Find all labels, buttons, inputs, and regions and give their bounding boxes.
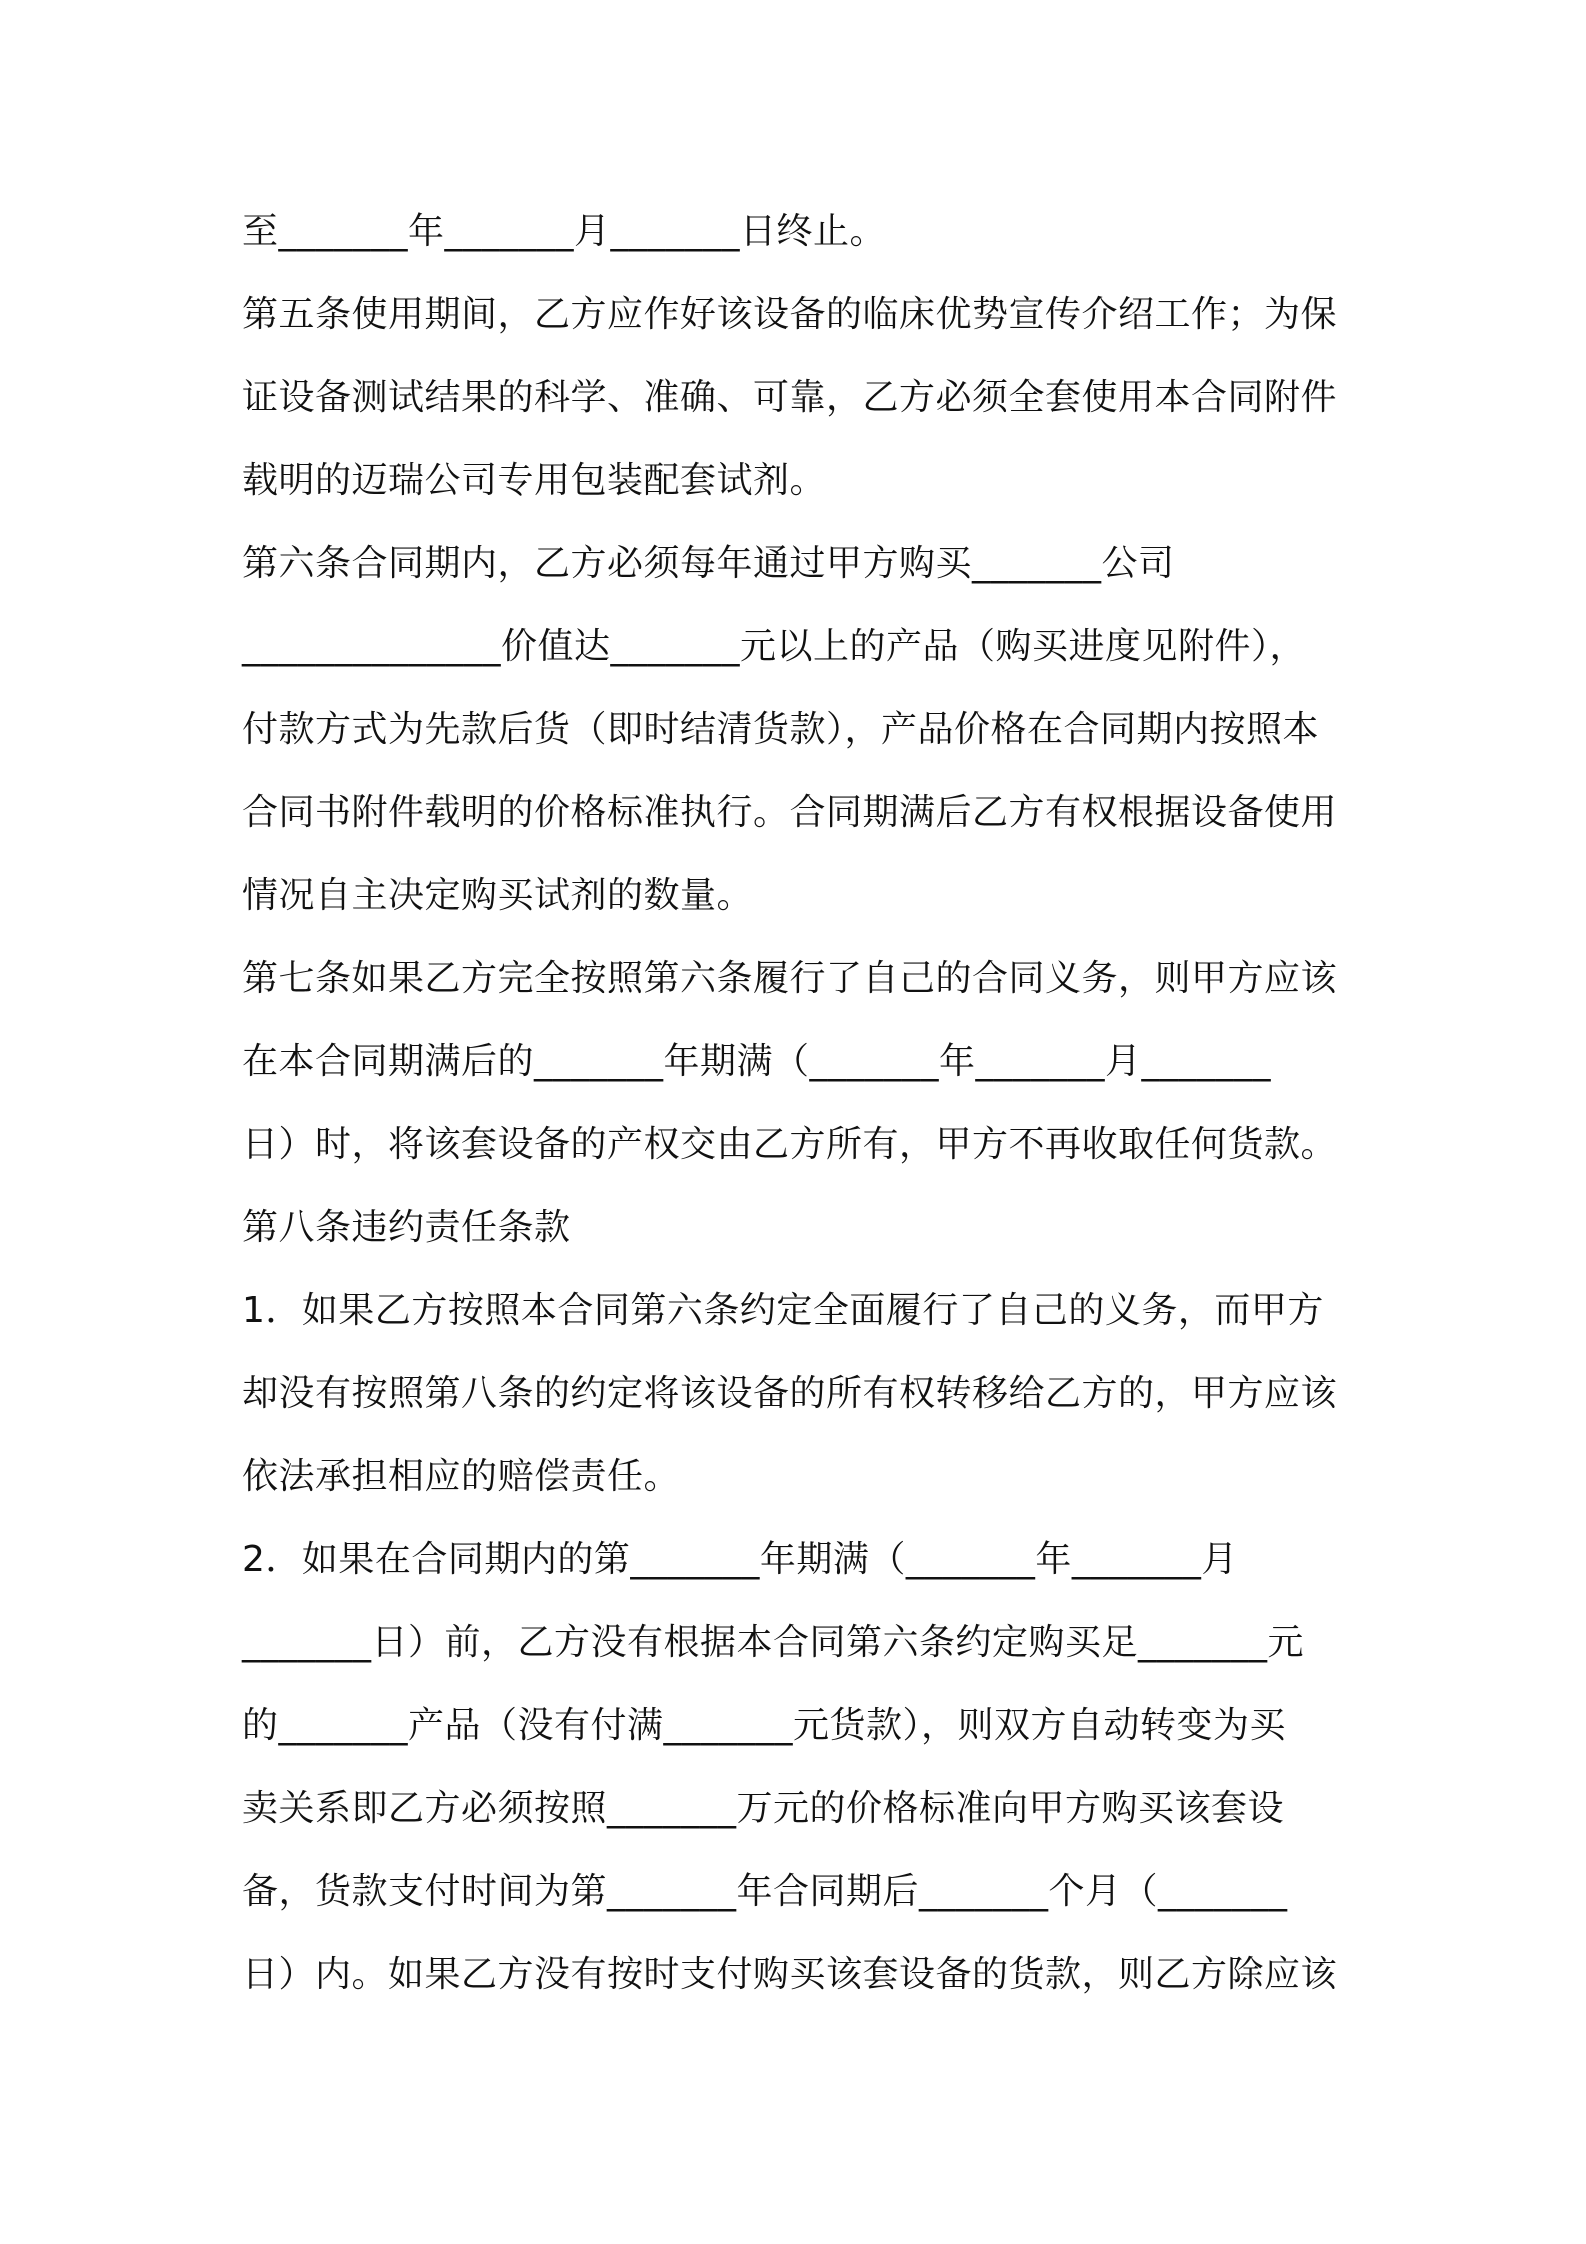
text-line: 备，货款支付时间为第_______年合同期后_______个月（_______ (242, 1871, 1288, 1912)
text-line: 证设备测试结果的科学、准确、可靠，乙方必须全套使用本合同附件 (242, 377, 1338, 418)
text-line: _______日）前，乙方没有根据本合同第六条约定购买足_______元 (242, 1622, 1305, 1663)
text-line: 日）内。如果乙方没有按时支付购买该套设备的货款，则乙方除应该 (242, 1954, 1338, 1995)
text-line: 在本合同期满后的_______年期满（_______年_______月_______ (242, 1041, 1272, 1082)
text-line: 第八条违约责任条款 (242, 1207, 571, 1248)
text-line: 第七条如果乙方完全按照第六条履行了自己的合同义务，则甲方应该 (242, 958, 1338, 999)
text-line: ______________价值达_______元以上的产品（购买进度见附件）， (242, 626, 1307, 667)
text-line: 情况自主决定购买试剂的数量。 (242, 875, 754, 916)
text-line: 依法承担相应的赔偿责任。 (242, 1456, 681, 1497)
text-line: 2．如果在合同期内的第_______年期满（_______年_______月 (242, 1539, 1238, 1580)
contract-text (242, 190, 1362, 2016)
text-line: 的_______产品（没有付满_______元货款），则双方自动转变为买 (242, 1705, 1287, 1746)
text-line: 至_______年_______月_______日终止。 (242, 211, 887, 252)
text-line: 第五条使用期间，乙方应作好该设备的临床优势宣传介绍工作；为保 (242, 294, 1338, 335)
text-line: 却没有按照第八条的约定将该设备的所有权转移给乙方的，甲方应该 (242, 1373, 1338, 1414)
text-line: 合同书附件载明的价格标准执行。合同期满后乙方有权根据设备使用 (242, 792, 1338, 833)
text-line: 日）时，将该套设备的产权交由乙方所有，甲方不再收取任何货款。 (242, 1124, 1338, 1165)
text-line: 1．如果乙方按照本合同第六条约定全面履行了自己的义务，而甲方 (242, 1290, 1324, 1331)
text-line: 卖关系即乙方必须按照_______万元的价格标准向甲方购买该套设 (242, 1788, 1285, 1829)
text-line: 载明的迈瑞公司专用包装配套试剂。 (242, 460, 827, 501)
text-line: 第六条合同期内，乙方必须每年通过甲方购买_______公司 (242, 543, 1175, 584)
text-line: 付款方式为先款后货（即时结清货款），产品价格在合同期内按照本 (242, 709, 1320, 750)
